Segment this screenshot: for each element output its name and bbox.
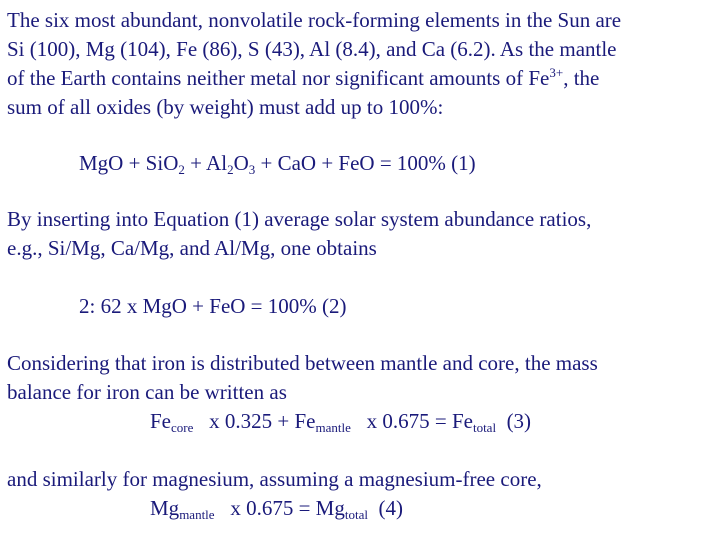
- eq4-part-c: (4): [367, 496, 403, 520]
- eq3-part-c: x 0.675 = Fe: [350, 409, 473, 433]
- eq3-sub-b: mantle: [315, 420, 351, 435]
- equation-3: [150, 407, 531, 436]
- equation-1: [79, 149, 476, 178]
- eq4-sub-a: mantle: [179, 507, 215, 522]
- eq1-sub-b: 2: [227, 162, 234, 177]
- paragraph-1-line-3: [7, 64, 599, 93]
- eq1-part-b: + Al: [184, 151, 228, 175]
- eq1-sub-c: 3: [248, 162, 256, 177]
- eq3-part-b: x 0.325 + Fe: [193, 409, 316, 433]
- paragraph-1-line-3-tail: , the: [563, 66, 600, 90]
- paragraph-4: and similarly for magnesium, assuming a magnesium-free core,: [7, 467, 542, 491]
- eq1-part-a: MgO + SiO: [79, 151, 179, 175]
- paragraph-1-line-3-text: of the Earth contains neither metal nor significant amounts of Fe: [7, 66, 550, 90]
- paragraph-1-line-4: sum of all oxides (by weight) must add up to 100%:: [7, 95, 444, 119]
- eq1-part-d: + CaO + FeO = 100% (1): [255, 151, 476, 175]
- eq3-part-a: Fe: [150, 409, 171, 433]
- eq4-sub-b: total: [344, 507, 368, 522]
- eq3-sub-c: total: [472, 420, 497, 435]
- eq4-part-b: x 0.675 = Mg: [214, 496, 345, 520]
- equation-2: 2: 62 x MgO + FeO = 100% (2): [79, 294, 347, 318]
- paragraph-2-line-2: e.g., Si/Mg, Ca/Mg, and Al/Mg, one obtains: [7, 236, 377, 260]
- paragraph-2-line-1: By inserting into Equation (1) average solar system abundance ratios,: [7, 207, 592, 231]
- eq3-part-d: (3): [496, 409, 532, 433]
- eq1-part-c: O: [233, 151, 249, 175]
- paragraph-3-line-2: balance for iron can be written as: [7, 380, 287, 404]
- paragraph-1-line-2: Si (100), Mg (104), Fe (86), S (43), Al (8.4), and Ca (6.2). As the mantle: [7, 37, 617, 61]
- eq1-sub-a: 2: [178, 162, 185, 177]
- paragraph-1-line-1: The six most abundant, nonvolatile rock-forming elements in the Sun are: [7, 8, 622, 32]
- eq4-part-a: Mg: [150, 496, 180, 520]
- equation-4: [150, 494, 403, 523]
- paragraph-3-line-1: Considering that iron is distributed between mantle and core, the mass: [7, 351, 598, 375]
- eq3-sub-a: core: [171, 420, 194, 435]
- fe3-superscript: 3+: [549, 65, 564, 80]
